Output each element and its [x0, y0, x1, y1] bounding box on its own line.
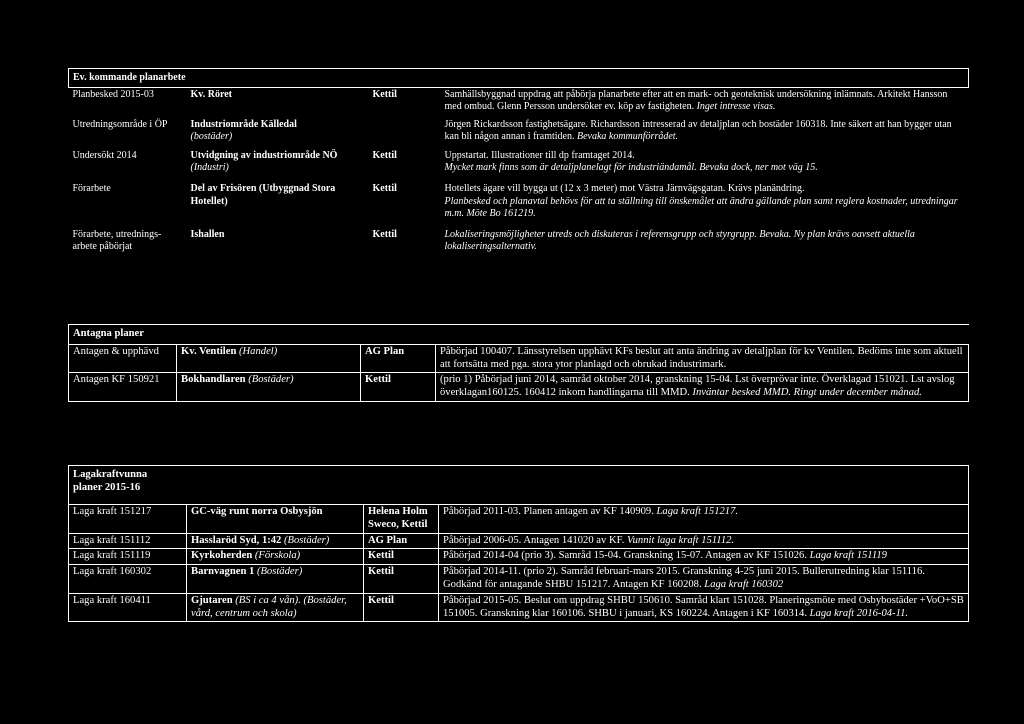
responsible-cell: Kettil — [364, 565, 439, 594]
plan-type: (Bostäder) — [256, 566, 303, 578]
status-note: Vunnit laga kraft 151112. — [626, 534, 735, 546]
status-text: Hotellets ägare vill bygga ut (12 x 3 meter) mot Västra Järnvägsgatan. Krävs planändring. — [444, 183, 805, 195]
plan-type: (Handel) — [239, 345, 278, 357]
section-header — [69, 466, 969, 505]
table-row — [69, 373, 969, 402]
status-note: Laga kraft 151217. — [656, 506, 739, 517]
plan-type: (bostäder) — [190, 130, 233, 142]
status-text: Jörgen Rickardsson fastighetsägare. Richardsson intresserad av detaljplan och bostäder 160318. Inte säkert att han bygger utan kan bli någon annan i framtiden. — [444, 118, 952, 142]
table-row — [69, 593, 969, 622]
table-row — [69, 505, 969, 534]
responsible-cell: Kettil — [372, 229, 397, 241]
status-note: Planbesked och planavtal behövs för att ta ställning till önskemålet att ändra gällande plan samt reglera kostnader, utredningar m.m. Möte Bo 161219. — [444, 195, 958, 219]
plan-name: Kyrkoherden — [191, 550, 253, 562]
status-note: Lokaliseringsmöjligheter utreds och diskuteras i referensgrupp och styrgrupp. Bevaka. Ny plan krävs oavsett aktuella lokaliseringsalternativ. — [444, 229, 915, 253]
adopted-plans-table — [68, 324, 969, 402]
plan-name: Ishallen — [190, 229, 225, 241]
table-row — [69, 549, 969, 565]
stage-cell: Laga kraft 151112 — [69, 533, 187, 549]
table-row — [69, 221, 969, 254]
status-note: Inget intresse visas. — [696, 101, 776, 113]
status-text: Påbörjad 2011-03. Planen antagen av KF 140909. — [443, 506, 654, 517]
plan-name: Hasslaröd Syd, 1:42 — [191, 534, 282, 546]
stage-cell: Laga kraft 151217 — [69, 505, 187, 534]
plan-name: GC-väg runt norra Osbysjön — [187, 505, 364, 534]
plan-name: Bokhandlaren — [181, 374, 246, 386]
responsible-cell: Kettil — [364, 593, 439, 622]
responsible-cell — [369, 115, 441, 144]
status-note: Inväntar besked MMD. Ringt under december månad. — [692, 387, 922, 399]
stage-cell: Undersökt 2014 — [72, 150, 137, 162]
plan-name: Barnvagnen 1 — [191, 566, 255, 578]
status-note: Laga kraft 160302 — [704, 578, 784, 590]
upcoming-plans-table — [68, 68, 969, 254]
status-note: Bevaka kommunförrådet. — [576, 130, 679, 142]
responsible-cell: Kettil — [364, 549, 439, 565]
stage-cell: Laga kraft 151119 — [69, 549, 187, 565]
responsible-cell: Kettil — [372, 183, 397, 195]
stage-cell: Antagen KF 150921 — [69, 373, 177, 402]
table-row — [69, 115, 969, 144]
table-row — [69, 533, 969, 549]
status-text: Påbörjad 2006-05. Antagen 141020 av KF. — [443, 534, 625, 546]
stage-cell: Laga kraft 160302 — [69, 565, 187, 594]
plan-type: (Förskola) — [254, 550, 301, 562]
status-text: Påbörjad 2014-11. (prio 2). Samråd februari-mars 2015. Granskning 4-25 juni 2015. Bullerutredning klar 151116. Godkänd för antagande SHBU 151217. Antagen KF 160208. — [443, 566, 925, 590]
responsible-cell: Kettil — [372, 150, 397, 162]
plan-name: Del av Frisören (Utbyggnad Stora Hotellet) — [190, 183, 336, 207]
responsible-cell: AG Plan — [364, 533, 439, 549]
table-row — [69, 88, 969, 115]
status-text: Påbörjad 2015-05. Beslut om uppdrag SHBU 150610. Samråd klart 151028. Planeringsmöte med Osbybostäder +VoO+SB 151005. Granskning klar 160106. SHBU i januari, KS 160224. Antagen i KF 160314. — [443, 594, 964, 619]
plan-type: (Industri) — [190, 162, 229, 174]
responsible-cell: Kettil — [361, 373, 436, 402]
stage-cell: Laga kraft 160411 — [69, 593, 187, 622]
plan-name: Kv. Röret — [190, 89, 232, 101]
table-row — [69, 565, 969, 594]
responsible-cell: Helena Holm Sweco, Kettil — [364, 505, 439, 534]
plan-name: Industriområde Källedal — [190, 118, 297, 130]
stage-cell: Antagen & upphävd — [69, 344, 177, 373]
status-text: Påbörjad 100407. Länsstyrelsen upphävt KFs beslut att anta ändring av detaljplan för kv Ventilen. Bedöms inte som aktuell att fortsätta med pga. stora ytor planlagd och obrukad industrimark. — [436, 344, 969, 373]
plan-type: (BS i ca 4 vån). (Bostäder, vård, centrum och skola) — [191, 594, 347, 619]
section-header: Antagna planer — [69, 325, 969, 345]
plan-type: (Bostäder) — [284, 534, 330, 546]
section-header-text: Lagakraftvunna planer 2015-16 — [73, 469, 148, 493]
status-text: Samhällsbyggnad uppdrag att påbörja planarbete efter att en mark- och geoteknisk undersökning inlämnats. Arkitekt Hansson med ombud. Glenn Persson undersöker ev. köp av fastigheten. — [444, 89, 948, 113]
plan-name: Kv. Ventilen — [181, 345, 237, 357]
responsible-cell: Kettil — [369, 88, 441, 115]
stage-cell: Planbesked 2015-03 — [69, 88, 187, 115]
table-row — [69, 144, 969, 175]
stage-cell: Förarbete, utrednings-arbete påbörjat — [72, 229, 162, 253]
plan-name: Utvidgning av industriområde NÖ — [190, 150, 338, 162]
legally-binding-plans-table — [68, 465, 969, 622]
stage-cell: Utredningsområde i ÖP — [72, 118, 168, 130]
responsible-cell: AG Plan — [361, 344, 436, 373]
stage-cell: Förarbete — [72, 183, 111, 195]
section-header: Ev. kommande planarbete — [69, 69, 969, 88]
status-text: (prio 1) Påbörjad juni 2014, samråd oktober 2014, granskning 15-04. Lst överprövar inte. Överklagad 151021. Lst avslog överklagan160125. 160412 inkom handlingarna till MMD. — [440, 374, 955, 399]
plan-type: (Bostäder) — [248, 374, 294, 386]
table-row — [69, 344, 969, 373]
table-row — [69, 175, 969, 221]
status-note: Laga kraft 151119 — [809, 550, 887, 562]
status-text: Påbörjad 2014-04 (prio 3). Samråd 15-04. Granskning 15-07. Antagen av KF 151026. — [443, 550, 807, 562]
status-text: Uppstartat. Illustrationer till dp framtaget 2014. — [444, 150, 635, 162]
plan-name: Gjutaren — [191, 594, 233, 606]
status-note: Mycket mark finns som är detaljplanelagt för industriändamål. Bevaka dock, ner mot väg 15. — [444, 162, 818, 174]
status-note: Laga kraft 2016-04-11. — [809, 607, 909, 619]
